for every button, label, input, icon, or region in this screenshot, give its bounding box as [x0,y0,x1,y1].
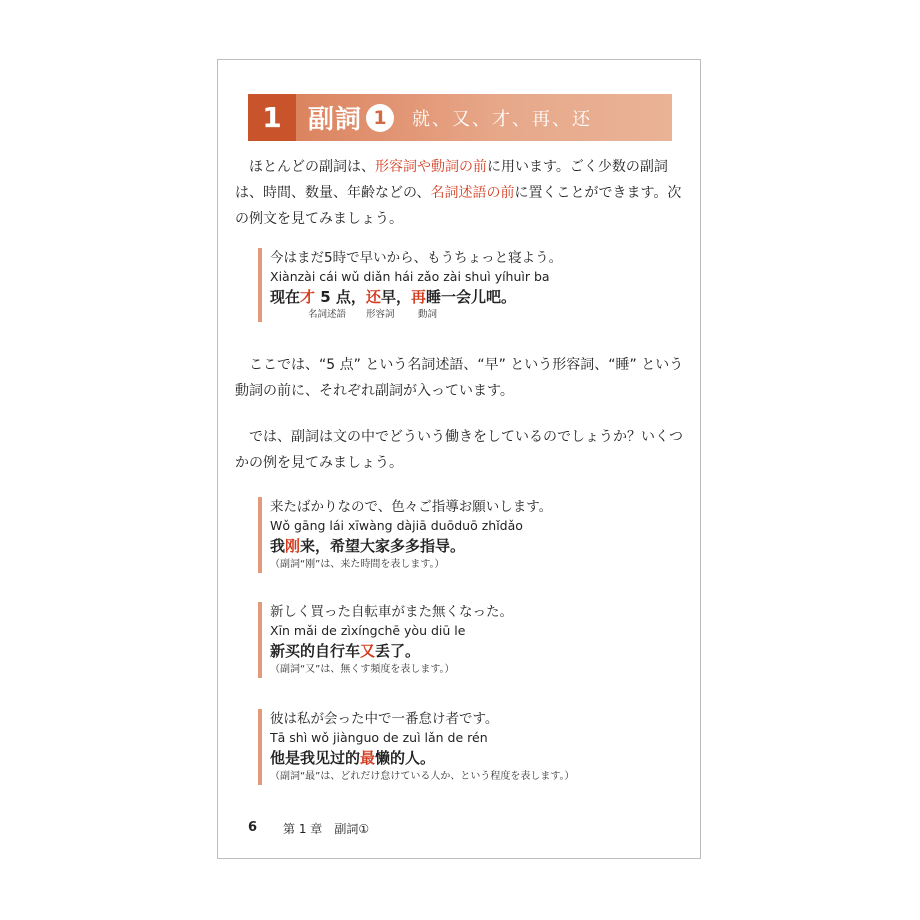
label-noun-predicate: 名詞述語 [308,309,347,320]
intro-text-2: に用います。ごく少数の副詞は、時間、数量、年齢などの、 [235,159,668,201]
page-footer [248,820,369,837]
footer-section: 副詞① [334,822,370,836]
example-2-japanese: 来たばかりなので、色々ご指導お願いします。 [270,499,553,515]
example-4 [258,709,690,785]
example-2-chinese [270,535,690,557]
chapter-title: 副詞 [308,105,363,135]
page-number: 6 [248,820,258,835]
zh-segment: 新买的自行车 [270,642,361,660]
zh-segment: 现在 [270,288,301,306]
zh-adverb: 又 [360,642,376,660]
zh-segment: 来，希望大家多多指导。 [300,537,466,555]
example-1 [258,248,690,322]
zh-segment: 睡一会儿吧。 [425,288,516,306]
zh-adverb: 最 [360,749,376,767]
chapter-circle-number: 1 [366,104,394,132]
zh-adverb: 再 [410,288,426,306]
chapter-subtitle: 就、又、才、再、还 [412,108,593,130]
zh-segment: 他是我见过的 [270,749,361,767]
zh-adverb: 刚 [285,537,301,555]
intro-highlight-2: 名詞述語の前 [430,185,515,201]
chapter-number: 1 [248,94,296,141]
example-3-japanese: 新しく買った自転車がまた無くなった。 [270,604,513,620]
zh-segment: 早， [380,288,411,306]
example-4-pinyin: Tā shì wǒ jiànguo de zuì lǎn de rén [270,730,488,745]
example-3-pinyin: Xīn mǎi de zìxíngchē yòu diū le [270,623,466,638]
zh-segment: 5 点， [315,288,366,306]
label-verb: 動詞 [418,309,438,320]
example-1-japanese: 今はまだ5時で早いから、もうちょっと寝よう。 [270,250,563,266]
footer-chapter: 第 1 章 [283,822,323,836]
intro-paragraph [235,154,687,232]
zh-segment: 我 [270,537,286,555]
intro-text-1: ほとんどの副詞は、 [249,159,375,175]
explanation-paragraph: ここでは、“5 点” という名詞述語、“早” という形容詞、“睡” という動詞の前に、それぞれ副詞が入っています。 [235,357,684,399]
example-2-pinyin: Wǒ gāng lái xīwàng dàjiā duōduō zhǐdǎo [270,518,523,533]
book-page [217,59,701,859]
example-1-labels [270,308,690,322]
chapter-banner [248,94,672,141]
example-3 [258,602,690,678]
example-4-chinese [270,747,690,769]
question-paragraph: では、副詞は文の中でどういう働きをしているのでしょうか？いくつかの例を見てみましょう。 [235,429,683,471]
example-3-chinese [270,640,690,662]
label-adjective: 形容詞 [366,309,395,320]
example-2 [258,497,690,573]
zh-adverb: 才 [300,288,316,306]
example-4-japanese: 彼は私が会った中で一番怠け者です。 [270,711,499,727]
intro-text-3: に置くことができます。次の例文を見てみましょう。 [235,185,682,227]
zh-segment: 丢了。 [375,642,421,660]
example-3-note: （副詞“又”は、無くす頻度を表します。） [270,664,455,675]
example-1-chinese [270,286,690,308]
example-2-note: （副詞“刚”は、来た時間を表します。） [270,559,445,570]
zh-adverb: 还 [365,288,381,306]
intro-highlight-1: 形容詞や動詞の前 [375,159,487,175]
example-1-pinyin: Xiànzài cái wǔ diǎn hái zǎo zài shuì yíhuìr ba [270,269,550,284]
example-4-note: （副詞“最”は、どれだけ怠けている人か、という程度を表します。） [270,771,575,782]
zh-segment: 懒的人。 [375,749,436,767]
